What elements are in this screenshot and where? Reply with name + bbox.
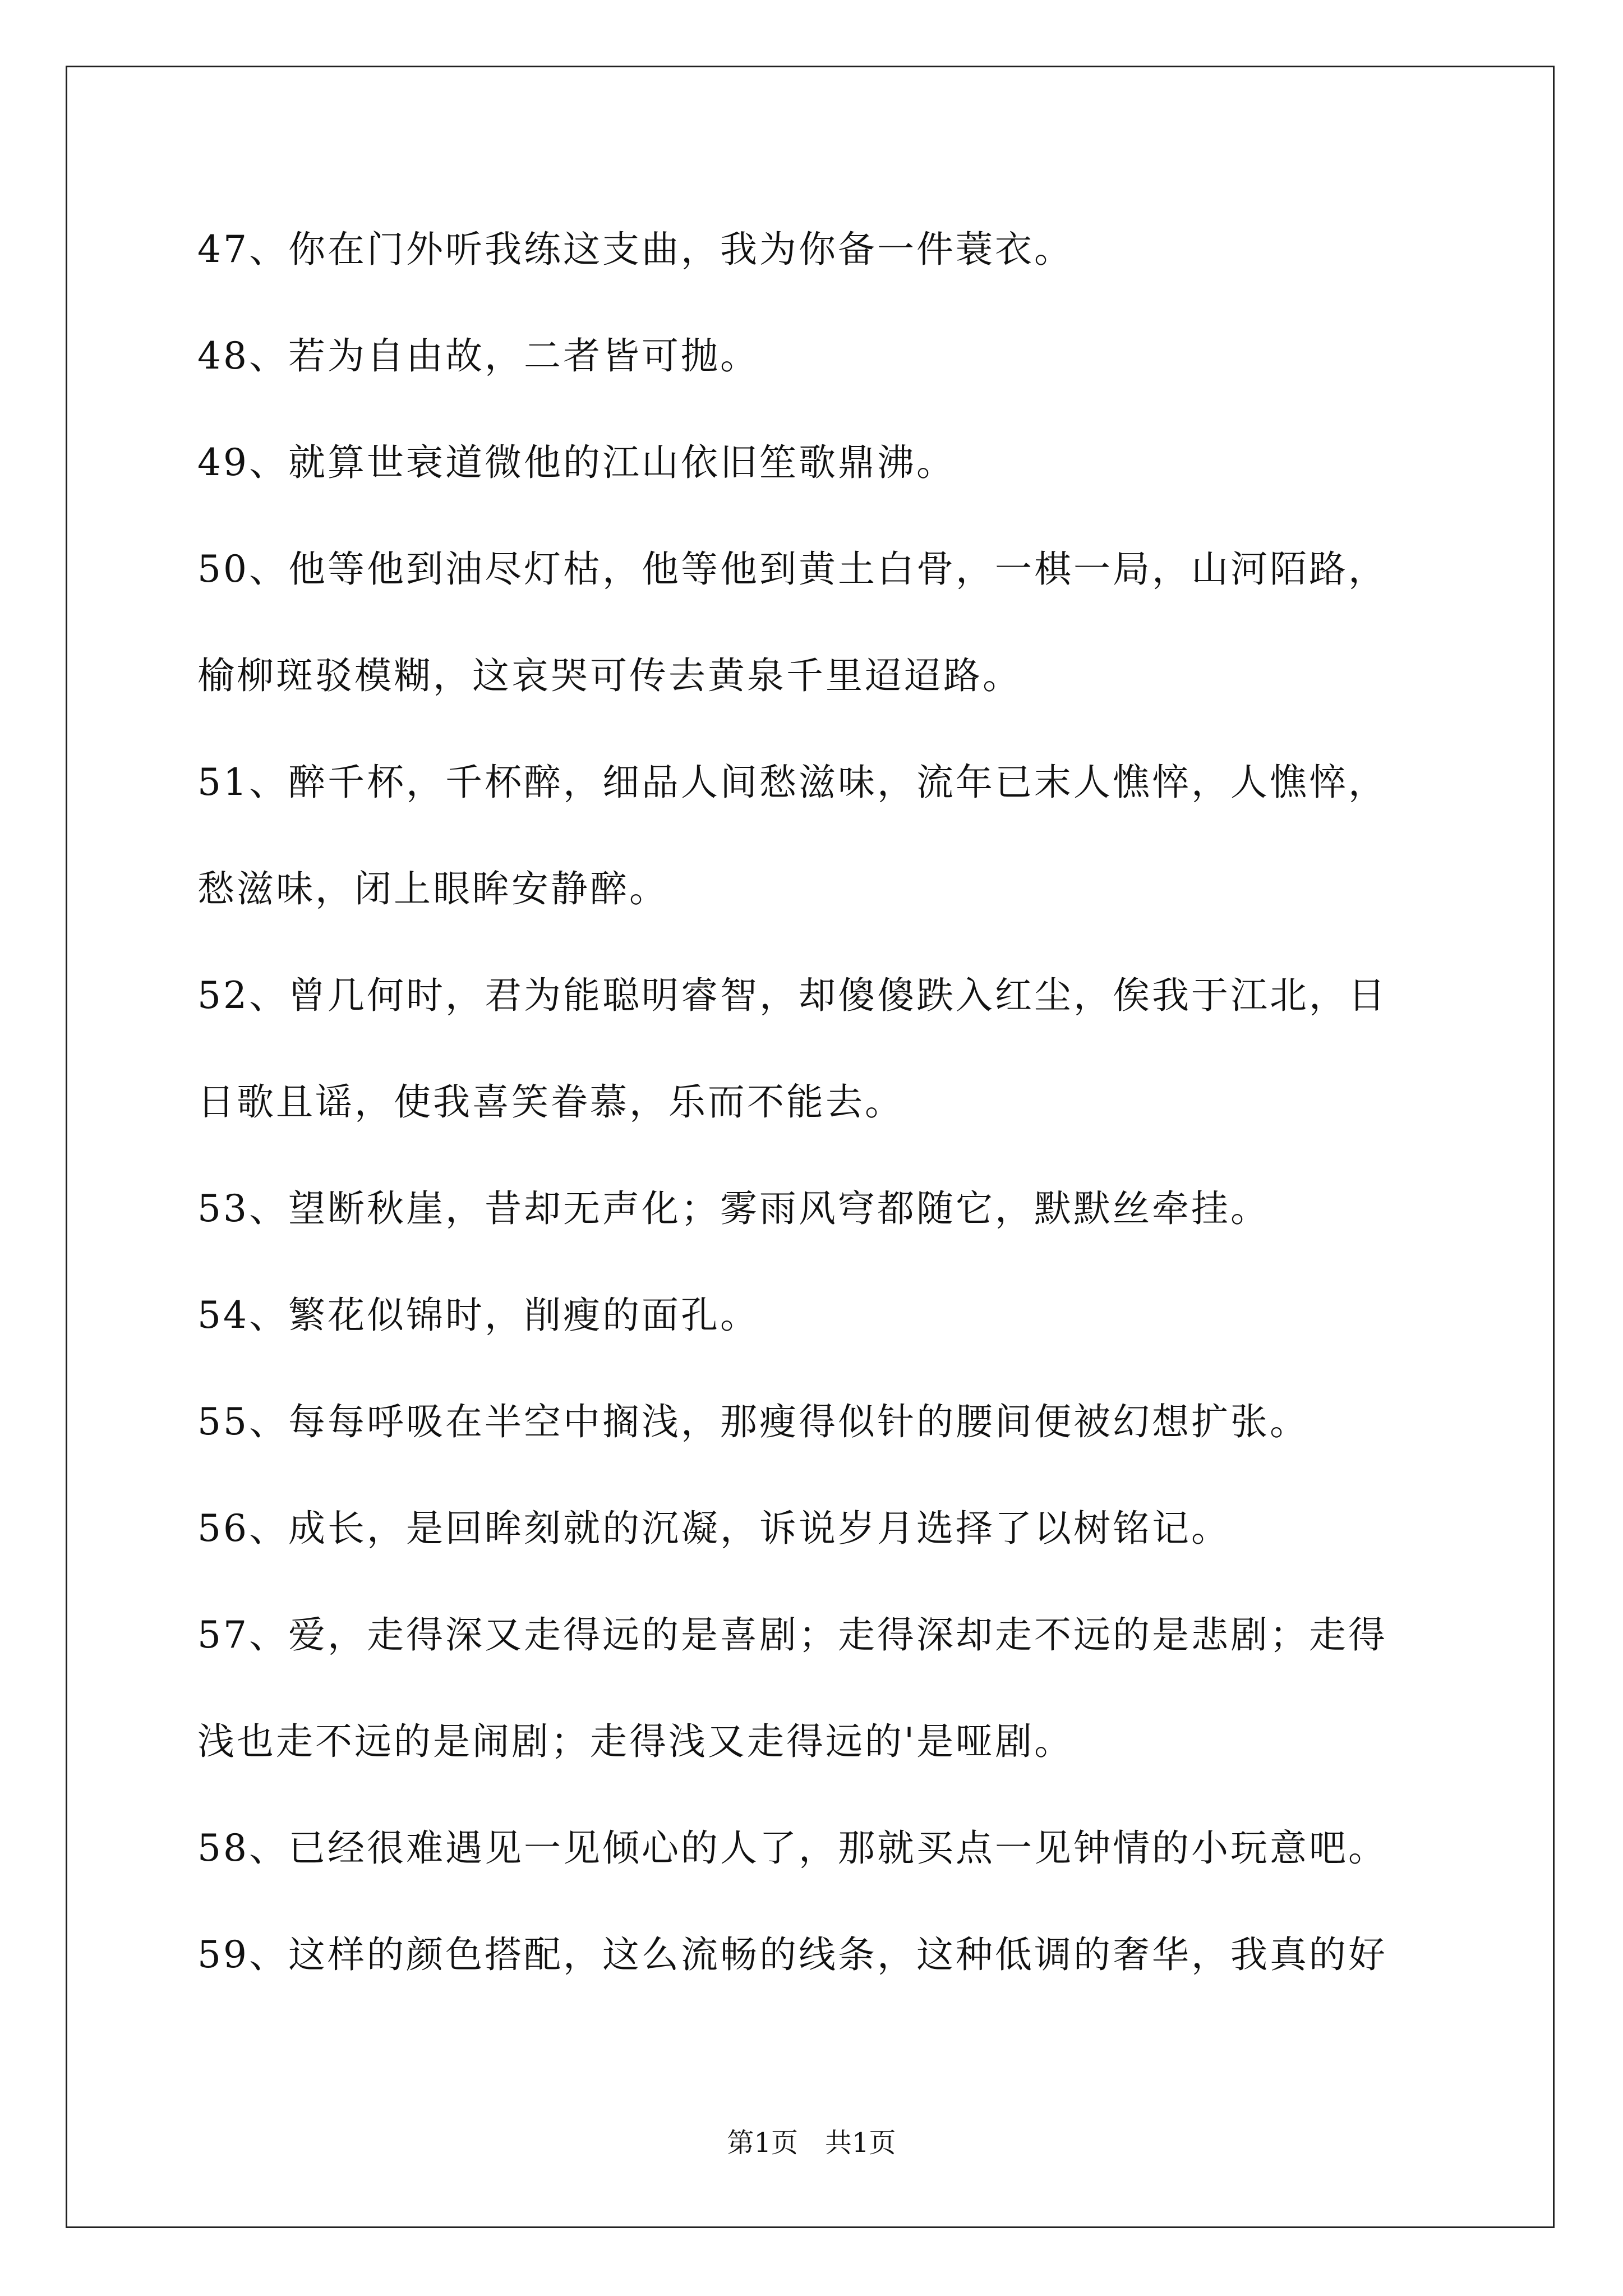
- text-line: 51、醉千杯，千杯醉，细品人间愁滋味，流年已末人憔悴，人憔悴，: [197, 761, 1387, 804]
- page-footer: 第1页 共1页: [727, 2127, 896, 2159]
- text-line: 55、每每呼吸在半空中搁浅，那瘦得似针的腰间便被幻想扩张。: [197, 1400, 1309, 1443]
- text-line: 愁滋味，闭上眼眸安静醉。: [197, 867, 668, 910]
- text-line: 日歌且谣，使我喜笑眷慕，乐而不能去。: [197, 1080, 904, 1124]
- text-line: 54、繁花似锦时，削瘦的面孔。: [197, 1294, 759, 1337]
- text-line: 52、曾几何时，君为能聪明睿智，却傻傻跌入红尘，俟我于江北，日: [197, 974, 1387, 1017]
- text-line: 50、他等他到油尽灯枯，他等他到黄土白骨，一棋一局，山河陌路，: [197, 547, 1387, 591]
- text-line: 49、就算世衰道微他的江山依旧笙歌鼎沸。: [197, 441, 956, 484]
- text-line: 53、望断秋崖，昔却无声化；雾雨风穹都随它，默默丝牵挂。: [197, 1187, 1270, 1230]
- text-line: 56、成长，是回眸刻就的沉凝，诉说岁月选择了以树铭记。: [197, 1507, 1230, 1550]
- text-line: 58、已经很难遇见一见倾心的人了，那就买点一见钟情的小玩意吧。: [197, 1826, 1387, 1870]
- text-line: 57、爱，走得深又走得远的是喜剧；走得深却走不远的是悲剧；走得: [197, 1613, 1387, 1657]
- text-line: 浅也走不远的是闹剧；走得浅又走得远的'是哑剧。: [197, 1720, 1074, 1763]
- text-line: 榆柳斑驳模糊，这哀哭可传去黄泉千里迢迢路。: [197, 654, 1022, 697]
- text-line: 47、你在门外听我练这支曲，我为你备一件蓑衣。: [197, 228, 1073, 271]
- text-line: 48、若为自由故，二者皆可抛。: [197, 334, 759, 378]
- page-border: [66, 66, 1555, 2228]
- text-line: 59、这样的颜色搭配，这么流畅的线条，这种低调的奢华，我真的好: [197, 1933, 1387, 1976]
